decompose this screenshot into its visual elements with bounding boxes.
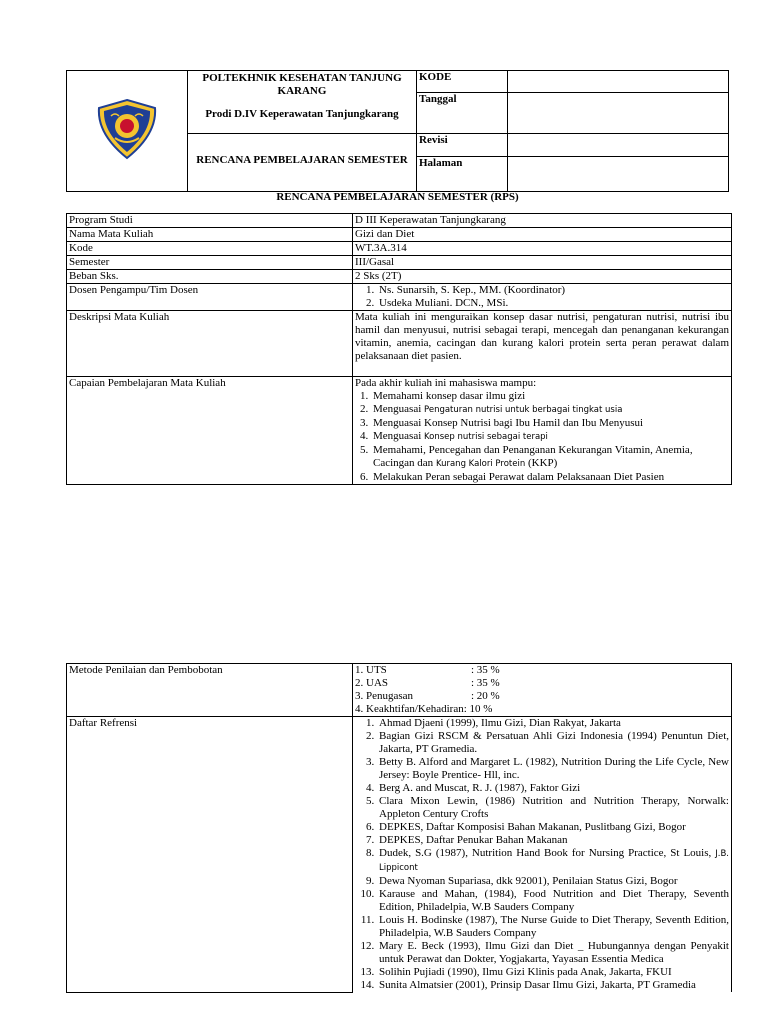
capaian-item xyxy=(371,444,729,471)
capaian-intro: Pada akhir kuliah ini mahasiswa mampu: xyxy=(355,377,537,389)
table-row xyxy=(67,214,732,228)
logo-cell xyxy=(67,71,188,192)
capaian-item xyxy=(371,471,729,484)
table-row xyxy=(67,717,732,993)
halaman-value xyxy=(508,157,729,192)
capaian-text: Menguasai xyxy=(373,403,425,415)
referensi-item xyxy=(377,847,729,875)
institution-emblem-icon xyxy=(93,98,161,160)
referensi-text-sans: J.B. Lippicont xyxy=(379,849,729,873)
penilaian-label: Metode Penilaian dan Pembobotan xyxy=(67,664,353,717)
penilaian-item xyxy=(355,677,729,690)
referensi-item: 6. DEPKES, Daftar Komposisi Bahan Makanan, Puslitbang Gizi, Bogor xyxy=(377,821,729,834)
doc-title: RENCANA PEMBELAJARAN SEMESTER xyxy=(196,154,408,166)
referensi-item: 12. Mary E. Beck (1993), Ilmu Gizi dan Diet _ Hubungannya dengan Penyakit untuk Perawat dan Dokter, Yogjakarta, Yayasan Essentia Medica xyxy=(377,940,729,966)
revisi-value xyxy=(508,134,729,157)
referensi-item: 11. Louis H. Bodinske (1987), The Nurse Guide to Diet Therapy, Seventh Edition, Philadelpia, W.B Sauders Company xyxy=(377,914,729,940)
table-row xyxy=(67,228,732,242)
kode-mk-label: Kode xyxy=(67,242,353,256)
referensi-item: 2. Bagian Gizi RSCM & Persatuan Ahli Gizi Indonesia (1994) Penuntun Diet, Jakarta, PT Gramedia. xyxy=(377,730,729,756)
capaian-text-sans: Kurang Kalori Protein xyxy=(435,459,526,469)
dosen-item: 1. Ns. Sunarsih, S. Kep., MM. (Koordinator) xyxy=(377,284,729,297)
institution-cell xyxy=(188,71,417,134)
mata-kuliah-label: Nama Mata Kuliah xyxy=(67,228,353,242)
penilaian-weight: : 35 % xyxy=(471,664,500,676)
referensi-text: Dudek, S.G (1987), Nutrition Hand Book for Nursing Practice, St Louis, xyxy=(379,847,716,859)
penilaian-item xyxy=(355,690,729,703)
document-header xyxy=(66,70,729,192)
institution-name: POLTEKHNIK KESEHATAN TANJUNG KARANG xyxy=(202,72,402,97)
halaman-label: Halaman xyxy=(417,157,508,192)
referensi-item: 1. Ahmad Djaeni (1999), Ilmu Gizi, Dian Rakyat, Jakarta xyxy=(377,717,729,730)
capaian-text-sans: Pengaturan nutrisi untuk berbagai tingkat usia xyxy=(424,405,623,415)
referensi-item: 3. Betty B. Alford and Margaret L. (1982), Nutrition During the Life Cycle, New Jersey: Boyle Prentice- Hll, inc. xyxy=(377,756,729,782)
referensi-value xyxy=(353,717,732,993)
program-studi-label: Program Studi xyxy=(67,214,353,228)
referensi-item: 4. Berg A. and Muscat, R. J. (1987), Faktor Gizi xyxy=(377,782,729,795)
referensi-item: 13. Solihin Pujiadi (1990), Ilmu Gizi Klinis pada Anak, Jakarta, FKUI xyxy=(377,966,729,979)
referensi-label: Daftar Refrensi xyxy=(67,717,353,993)
course-info-table xyxy=(66,213,732,485)
capaian-text: Menguasai Konsep Nutrisi bagi Ibu Hamil dan Ibu Menyusui xyxy=(373,417,644,429)
referensi-item: 5. Clara Mixon Lewin, (1986) Nutrition and Nutrition Therapy, Norwalk: Appleton Century Crofts xyxy=(377,795,729,821)
table-row xyxy=(67,270,732,284)
table-row xyxy=(67,284,732,311)
kode-label: KODE xyxy=(417,71,508,93)
table-row xyxy=(67,664,732,717)
referensi-item: 7. DEPKES, Daftar Penukar Bahan Makanan xyxy=(377,834,729,847)
kode-value xyxy=(508,71,729,93)
table-row xyxy=(67,377,732,485)
penilaian-name: 3. Penugasan xyxy=(355,690,414,702)
penilaian-item xyxy=(355,664,729,677)
capaian-item xyxy=(371,390,729,403)
capaian-item xyxy=(371,403,729,417)
kode-mk-value: WT.3A.314 xyxy=(353,242,732,256)
deskripsi-label: Deskripsi Mata Kuliah xyxy=(67,311,353,377)
deskripsi-value: Mata kuliah ini menguraikan konsep dasar nutrisi, pengaturan nutrisi, nutrisi ibu hamil dan menyusui, nutrisi sebagai terapi, mencegah dan penanganan kekurangan vitamin, anemia, cacingan dan kurang kalori protein serta peran perawat dalam pelaksanaan diet pasien. xyxy=(353,311,732,377)
page-title: RENCANA PEMBELAJARAN SEMESTER (RPS) xyxy=(276,191,519,203)
tanggal-label: Tanggal xyxy=(417,93,508,134)
capaian-item xyxy=(371,417,729,430)
penilaian-weight: : 20 % xyxy=(471,690,500,702)
capaian-text: Melakukan Peran sebagai Perawat dalam Pelaksanaan Diet Pasien xyxy=(373,471,665,483)
referensi-item: 14. Sunita Almatsier (2001), Prinsip Dasar Ilmu Gizi, Jakarta, PT Gramedia xyxy=(377,979,729,992)
capaian-text: Menguasai xyxy=(373,430,425,442)
revisi-label: Revisi xyxy=(417,134,508,157)
table-row xyxy=(67,242,732,256)
dosen-value xyxy=(353,284,732,311)
capaian-value xyxy=(353,377,732,485)
beban-value: 2 Sks (2T) xyxy=(353,270,732,284)
capaian-label: Capaian Pembelajaran Mata Kuliah xyxy=(67,377,353,485)
capaian-text: Memahami, Pencegahan dan Penanganan Kekurangan Vitamin, Anemia, Cacingan dan xyxy=(373,444,693,469)
penilaian-weight: : 35 % xyxy=(471,677,500,689)
referensi-item: 10. Karause and Mahan, (1984), Food Nutrition and Diet Therapy, Seventh Edition, Philadelpia, W.B Sauders Company xyxy=(377,888,729,914)
beban-label: Beban Sks. xyxy=(67,270,353,284)
mata-kuliah-value: Gizi dan Diet xyxy=(353,228,732,242)
prodi-name: Prodi D.IV Keperawatan Tanjungkarang xyxy=(205,108,399,120)
penilaian-value xyxy=(353,664,732,717)
dosen-item: 2. Usdeka Muliani. DCN., MSi. xyxy=(377,297,729,310)
assessment-table xyxy=(66,663,732,993)
penilaian-name: 1. UTS xyxy=(355,664,387,676)
referensi-item: 9. Dewa Nyoman Supariasa, dkk 92001), Penilaian Status Gizi, Bogor xyxy=(377,875,729,888)
table-row xyxy=(67,311,732,377)
capaian-item xyxy=(371,430,729,444)
capaian-text-sans: Konsep nutrisi sebagai terapi xyxy=(424,432,548,442)
dosen-label: Dosen Pengampu/Tim Dosen xyxy=(67,284,353,311)
doc-title-cell xyxy=(188,134,417,192)
penilaian-name: 2. UAS xyxy=(355,677,389,689)
semester-value: III/Gasal xyxy=(353,256,732,270)
tanggal-value xyxy=(508,93,729,134)
capaian-text: Memahami konsep dasar ilmu gizi xyxy=(373,390,526,402)
capaian-text: (KKP) xyxy=(525,457,558,469)
program-studi-value: D III Keperawatan Tanjungkarang xyxy=(353,214,732,228)
semester-label: Semester xyxy=(67,256,353,270)
penilaian-item: 4. Keakhtifan/Kehadiran: 10 % xyxy=(355,703,493,715)
table-row xyxy=(67,256,732,270)
